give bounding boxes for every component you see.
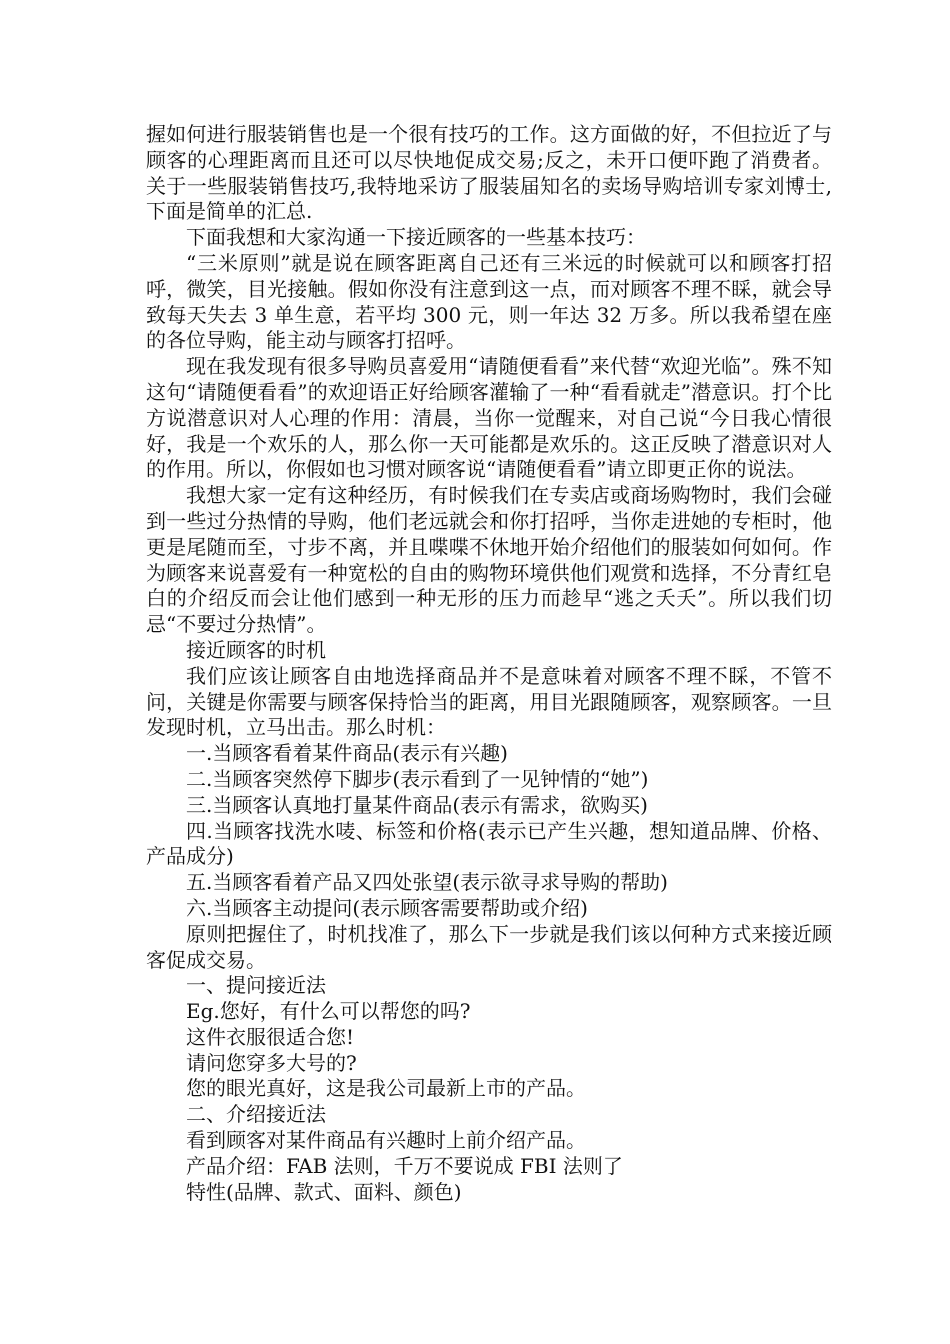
heading-approach-timing: 接近顾客的时机 — [186, 637, 326, 662]
example-line-2: 这件衣服很适合您! — [186, 1024, 355, 1049]
list-item-timing-5: 五.当顾客看着产品又四处张望(表示欲寻求导购的帮助) — [186, 870, 668, 895]
paragraph-timing-intro: 我们应该让顾客自由地选择商品并不是意味着对顾客不理不睬，不管不问，关键是你需要与顾客保持恰当的距离，用目光跟随顾客，观察顾客。一旦发现时机，立马出击。那么时机： — [146, 663, 832, 740]
paragraph-intro: 握如何进行服装销售也是一个很有技巧的工作。这方面做的好，不但拉近了与顾客的心理距离而且还可以尽快地促成交易;反之，未开口便吓跑了消费者。关于一些服装销售技巧,我特地采访了服装届知名的卖场导购培训专家刘博士,下面是简单的汇总. — [146, 122, 832, 224]
paragraph-basic-skills: 下面我想和大家沟通一下接近顾客的一些基本技巧： — [186, 225, 646, 250]
example-line-3: 请问您穿多大号的? — [186, 1050, 357, 1075]
list-item-timing-6: 六.当顾客主动提问(表示顾客需要帮助或介绍) — [186, 895, 588, 920]
paragraph-welcome-phrase: 现在我发现有很多导购员喜爱用“请随便看看”来代替“欢迎光临”。殊不知这句“请随便看看”的欢迎语正好给顾客灌输了一种“看看就走”潜意识。打个比方说潜意识对人心理的作用：清晨，当你一觉醒来，对自己说“今日我心情很好，我是一个欢乐的人，那么你一天可能都是欢乐的。这正反映了潜意识对人的作用。所以，你假如也习惯对顾客说“请随便看看”请立即更正你的说法。 — [146, 354, 832, 482]
paragraph-introduce-product: 看到顾客对某件商品有兴趣时上前介绍产品。 — [186, 1128, 586, 1153]
list-item-timing-4: 四.当顾客找洗水唛、标签和价格(表示已产生兴趣，想知道品牌、价格、产品成分) — [146, 818, 832, 869]
paragraph-three-meter-rule: “三米原则”就是说在顾客距离自己还有三米远的时候就可以和顾客打招呼，微笑，目光接触。假如你没有注意到这一点，而对顾客不理不睬，就会导致每天失去 3 单生意，若平均 300 元，则一年达 32 万多。所以我希望在座的各位导购，能主动与顾客打招呼。 — [146, 250, 832, 353]
paragraph-next-step: 原则把握住了，时机找准了，那么下一步就是我们该以何种方式来接近顾客促成交易。 — [146, 921, 832, 972]
heading-introduction-approach: 二、介绍接近法 — [186, 1102, 326, 1127]
list-item-timing-1: 一.当顾客看着某件商品(表示有兴趣) — [186, 741, 508, 766]
paragraph-fab-rule: 产品介绍：FAB 法则，千万不要说成 FBI 法则了 — [186, 1153, 623, 1178]
paragraph-over-enthusiasm: 我想大家一定有这种经历，有时候我们在专卖店或商场购物时，我们会碰到一些过分热情的导购，他们老远就会和你打招呼，当你走进她的专柜时，他更是尾随而至，寸步不离，并且喋喋不休地开始介绍他们的服装如何如何。作为顾客来说喜爱有一种宽松的自由的购物环境供他们观赏和选择，不分青红皂白的介绍反而会让他们感到一种无形的压力而趁早“逃之夭夭”。所以我们切忌“不要过分热情”。 — [146, 483, 832, 637]
list-item-timing-2: 二.当顾客突然停下脚步(表示看到了一见钟情的“她”) — [186, 766, 649, 791]
example-line-1: Eg.您好，有什么可以帮您的吗? — [186, 999, 471, 1024]
example-line-4: 您的眼光真好，这是我公司最新上市的产品。 — [186, 1076, 586, 1101]
paragraph-features: 特性(品牌、款式、面料、颜色) — [186, 1179, 462, 1204]
list-item-timing-3: 三.当顾客认真地打量某件商品(表示有需求，欲购买) — [186, 792, 648, 817]
heading-question-approach: 一、提问接近法 — [186, 973, 326, 998]
